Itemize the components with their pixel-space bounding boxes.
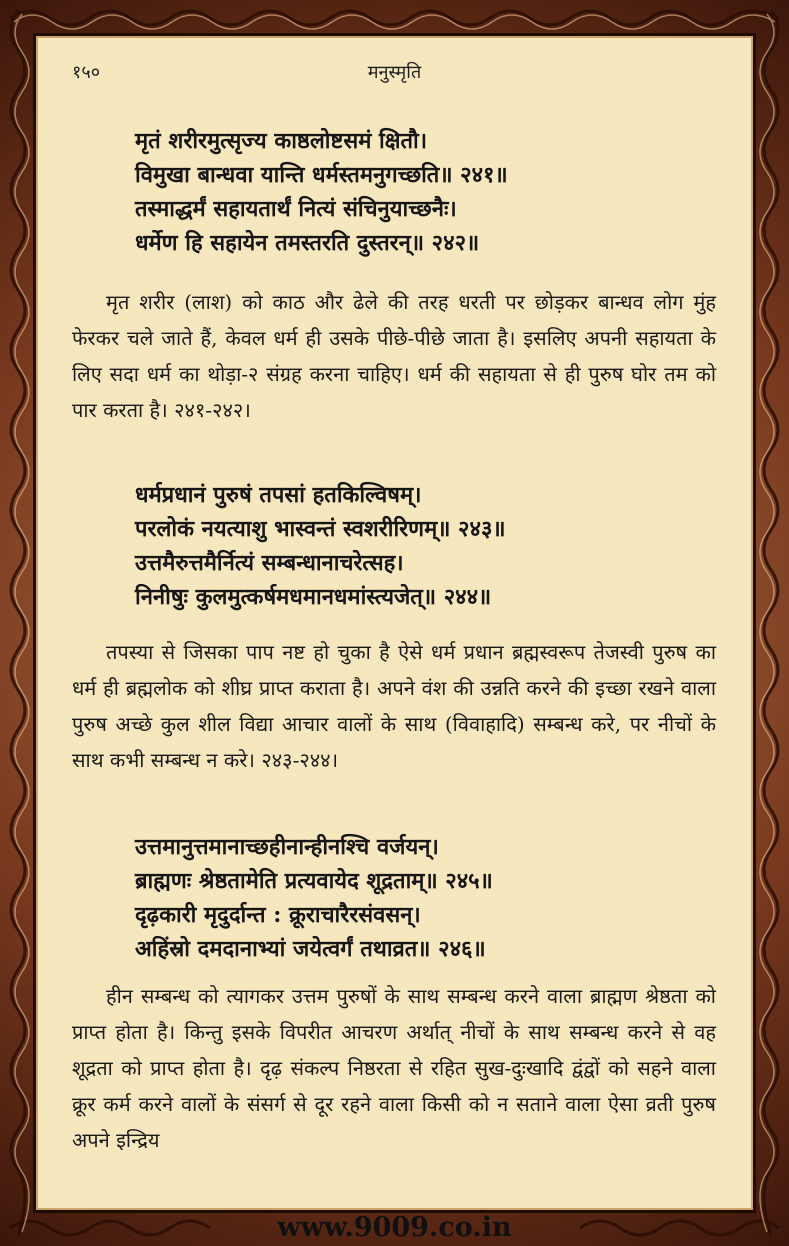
page-number: १५० bbox=[72, 62, 101, 83]
verse-block-243-244 bbox=[135, 478, 695, 614]
verse-line: परलोकं नयत्याशु भास्वन्तं स्वशरीरिणम्॥ २४३॥ bbox=[135, 516, 506, 542]
verse-line: धर्मेण हि सहायेन तमस्तरति दुस्तरन्॥ २४२॥ bbox=[135, 230, 480, 256]
verse-line: अहिंस्रो दमदानाभ्यां जयेत्वर्गं तथाव्रत॥ २४६॥ bbox=[135, 936, 486, 962]
commentary-245-246 bbox=[72, 978, 716, 1158]
verse-block-245-246 bbox=[135, 830, 695, 966]
verse-line: विमुखा बान्धवा यान्ति धर्मस्तमनुगच्छति॥ २४१॥ bbox=[135, 162, 508, 188]
verse-line: ब्राह्मणः श्रेष्ठतामेति प्रत्यवायेद शूद्रताम्॥ २४५॥ bbox=[135, 868, 493, 894]
verse-line: तस्माद्धर्मं सहायतार्थं नित्यं संचिनुयाच्छनैः। bbox=[135, 196, 457, 222]
verse-line: मृतं शरीरमुत्सृज्य काष्ठलोष्टसमं क्षितौ। bbox=[135, 128, 428, 154]
verse-block-241-242 bbox=[135, 124, 695, 260]
verse-line: उत्तमानुत्तमानाच्छहीनान्हीनश्चि वर्जयन्। bbox=[135, 834, 439, 860]
commentary-text: तपस्या से जिसका पाप नष्ट हो चुका है ऐसे धर्म प्रधान ब्रह्मस्वरूप तेजस्वी पुरुष का धर्म ही ब्रह्मलोक को शीघ्र प्राप्त कराता है। अपने वंश की उन्नति करने की इच्छा रखने वाला पुरुष अच्छे कुल शील विद्या आचार वालों के साथ (विवाहादि) सम्बन्ध करे, पर नीचों के साथ कभी सम्बन्ध न करे। २४३-२४४। bbox=[72, 640, 716, 772]
website-url: www.9009.co.in bbox=[277, 1212, 512, 1243]
page-title: मनुस्मृति bbox=[367, 62, 422, 83]
commentary-text: मृत शरीर (लाश) को काठ और ढेले की तरह धरती पर छोड़कर बान्धव लोग मुंह फेरकर चले जाते हैं, केवल धर्म ही उसके पीछे-पीछे जाता है। इसलिए अपनी सहायता के लिए सदा धर्म का थोड़ा-२ संग्रह करना चाहिए। धर्म की सहायता से ही पुरुष घोर तम को पार करता है। २४१-२४२। bbox=[72, 290, 716, 422]
verse-line: दृढ़कारी मृदुर्दान्त : क्रूराचारैरसंवसन्। bbox=[135, 902, 421, 928]
commentary-text: हीन सम्बन्ध को त्यागकर उत्तम पुरुषों के साथ सम्बन्ध करने वाला ब्राह्मण श्रेष्ठता को प्राप्त होता है। किन्तु इसके विपरीत आचरण अर्थात् नीचों के साथ सम्बन्ध करने से वह शूद्रता को प्राप्त होता है। दृढ़ संकल्प निष्ठरता से रहित सुख-दुःखादि द्वंद्वों को सहने वाला क्रूर कर्म करने वालों के संसर्ग से दूर रहने वाला किसी को न सताने वाला ऐसा व्रती पुरुष अपने इन्द्रिय bbox=[72, 984, 716, 1152]
commentary-243-244 bbox=[72, 634, 716, 778]
page-sheet bbox=[36, 36, 753, 1210]
page-header bbox=[36, 54, 753, 84]
verse-line: उत्तमैरुत्तमैर्नित्यं सम्बन्धानाचरेत्सह। bbox=[135, 550, 404, 576]
commentary-241-242 bbox=[72, 284, 716, 428]
verse-line: निनीषुः कुलमुत्कर्षमधमानधमांस्त्यजेत्॥ २४४॥ bbox=[135, 584, 492, 610]
verse-line: धर्मप्रधानं पुरुषं तपसां हतकिल्विषम्। bbox=[135, 482, 422, 508]
